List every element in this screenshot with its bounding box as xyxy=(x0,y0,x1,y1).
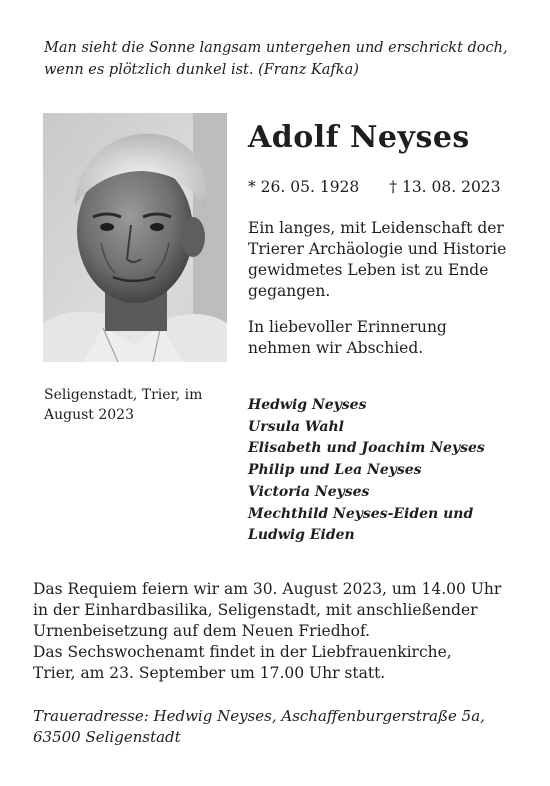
place-and-date xyxy=(44,385,202,425)
tribute-line: Trierer Archäologie und Historie xyxy=(248,240,507,258)
portrait-photo xyxy=(43,113,227,362)
service-information xyxy=(33,579,501,684)
life-dates xyxy=(248,178,501,196)
quote-line: wenn es plötzlich dunkel ist. (Franz Kafka) xyxy=(44,62,359,78)
tribute-text xyxy=(248,218,506,302)
farewell-line: In liebevoller Erinnerung xyxy=(248,318,447,336)
deceased-name: Adolf Neyses xyxy=(248,120,470,155)
service-line: Urnenbeisetzung auf dem Neuen Friedhof. xyxy=(33,622,371,640)
mourner-name: Ludwig Eiden xyxy=(248,527,355,544)
mourner-name: Hedwig Neyses xyxy=(248,397,367,413)
quote-line: Man sieht die Sonne langsam untergehen und erschrickt doch, xyxy=(44,40,508,56)
death-date: † 13. 08. 2023 xyxy=(389,178,501,196)
address-line: Traueradresse: Hedwig Neyses, Aschaffenburgerstraße 5a, xyxy=(33,707,485,725)
tribute-line: gegangen. xyxy=(248,282,331,300)
farewell-text xyxy=(248,317,447,359)
service-line: Das Sechswochenamt findet in der Liebfrauenkirche, xyxy=(33,643,452,661)
place-line: August 2023 xyxy=(44,407,134,423)
mourner-name: Mechthild Neyses-Eiden und xyxy=(248,505,474,522)
mourner-name: Elisabeth und Joachim Neyses xyxy=(248,440,485,457)
tribute-line: gewidmetes Leben ist zu Ende xyxy=(248,261,489,279)
service-line: Trier, am 23. September um 17.00 Uhr statt. xyxy=(33,664,386,682)
mourner-name: Victoria Neyses xyxy=(248,483,370,500)
place-line: Seligenstadt, Trier, im xyxy=(44,387,203,403)
birth-date: * 26. 05. 1928 xyxy=(248,178,360,196)
service-line: in der Einhardbasilika, Seligenstadt, mit anschließender xyxy=(33,601,478,619)
tribute-line: Ein langes, mit Leidenschaft der xyxy=(248,219,504,237)
address-line: 63500 Seligenstadt xyxy=(33,728,181,746)
mourners-list xyxy=(248,395,485,547)
condolence-address xyxy=(33,706,485,748)
epigraph-quote xyxy=(44,37,524,81)
mourner-name: Philip und Lea Neyses xyxy=(248,462,422,479)
mourner-name: Ursula Wahl xyxy=(248,418,344,435)
farewell-line: nehmen wir Abschied. xyxy=(248,339,424,357)
service-line: Das Requiem feiern wir am 30. August 2023, um 14.00 Uhr xyxy=(33,580,502,598)
